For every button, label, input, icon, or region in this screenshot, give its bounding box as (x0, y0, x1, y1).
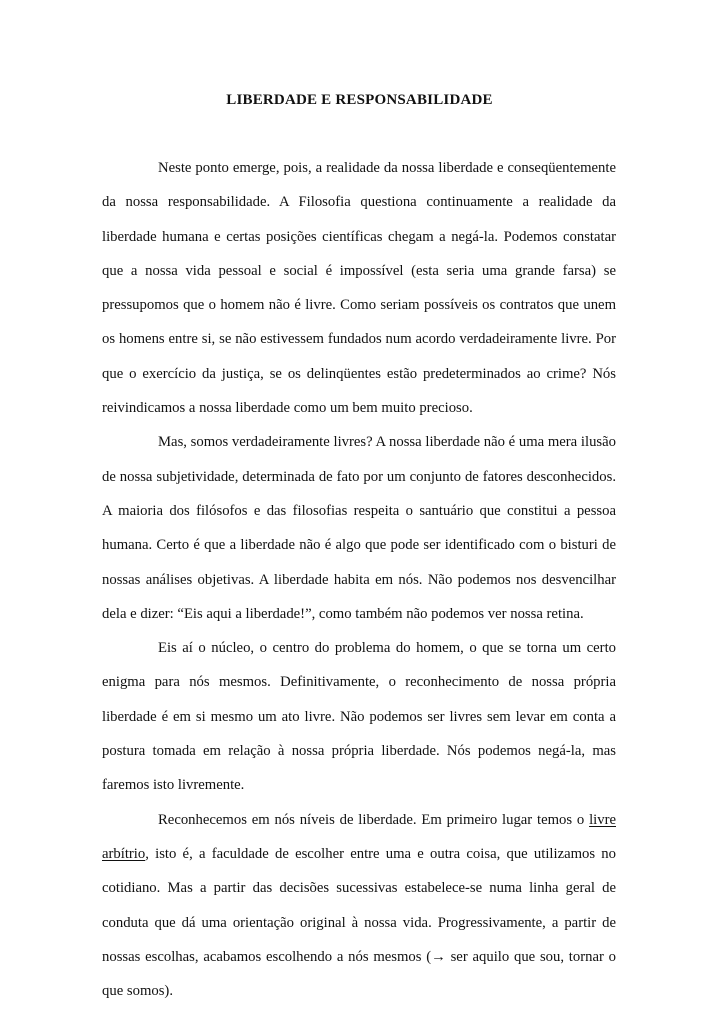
paragraph-3: Eis aí o núcleo, o centro do problema do homem, o que se torna um certo enigma para nós mesmos. Definitivamente, o reconhecimento de nossa própria liberdade é em si mesmo um ato livre. Não podemos ser livres sem levar em conta a postura tomada em relação à nossa própria liberdade. Nós podemos negá-la, mas faremos isto livremente. (102, 640, 616, 794)
document-title: LIBERDADE E RESPONSABILIDADE (226, 92, 493, 108)
paragraph-1: Neste ponto emerge, pois, a realidade da nossa liberdade e conseqüentemente da nossa responsabilidade. A Filosofia questiona continuamente a realidade da liberdade humana e certas posições científicas chegam a negá-la. Podemos constatar que a nossa vida pessoal e social é impossível (esta seria uma grande farsa) se pressupomos que o homem não é livre. Como seriam possíveis os contratos que unem os homens entre si, se não estivessem fundados num acordo verdadeiramente livre. Por que o exercício da justiça, se os delinqüentes estão predeterminados ao crime? Nós reivindicamos a nossa liberdade como um bem muito precioso. (102, 160, 616, 417)
underlined-term: livre arbítrio (102, 811, 616, 862)
paragraph-4 (102, 803, 616, 1009)
paragraph-2: Mas, somos verdadeiramente livres? A nossa liberdade não é uma mera ilusão de nossa subjetividade, determinada de fato por um conjunto de fatores desconhecidos. A maioria dos filósofos e das filosofias respeita o santuário que constitui a pessoa humana. Certo é que a liberdade não é algo que pode ser identificado com o bisturi de nossas análises objetivas. A liberdade habita em nós. Não podemos nos desvencilhar dela e dizer: “Eis aqui a liberdade!”, como também não podemos ver nossa retina. (102, 434, 616, 622)
paragraph-4-text-end: , isto é, a faculdade de escolher entre uma e outra coisa, que utilizamos no cotidiano. Mas a partir das decisões sucessivas estabelece-se numa linha geral de conduta que dá uma orientação original à nossa vida. Progressivamente, a partir de nossas escolhas, acabamos escolhendo a nós mesmos (→ ser aquilo que sou, tornar o que somos). (102, 845, 616, 1000)
paragraph-4-text-start: Reconhecemos em nós níveis de liberdade. Em primeiro lugar temos o (158, 811, 590, 828)
document-body (102, 151, 616, 1008)
